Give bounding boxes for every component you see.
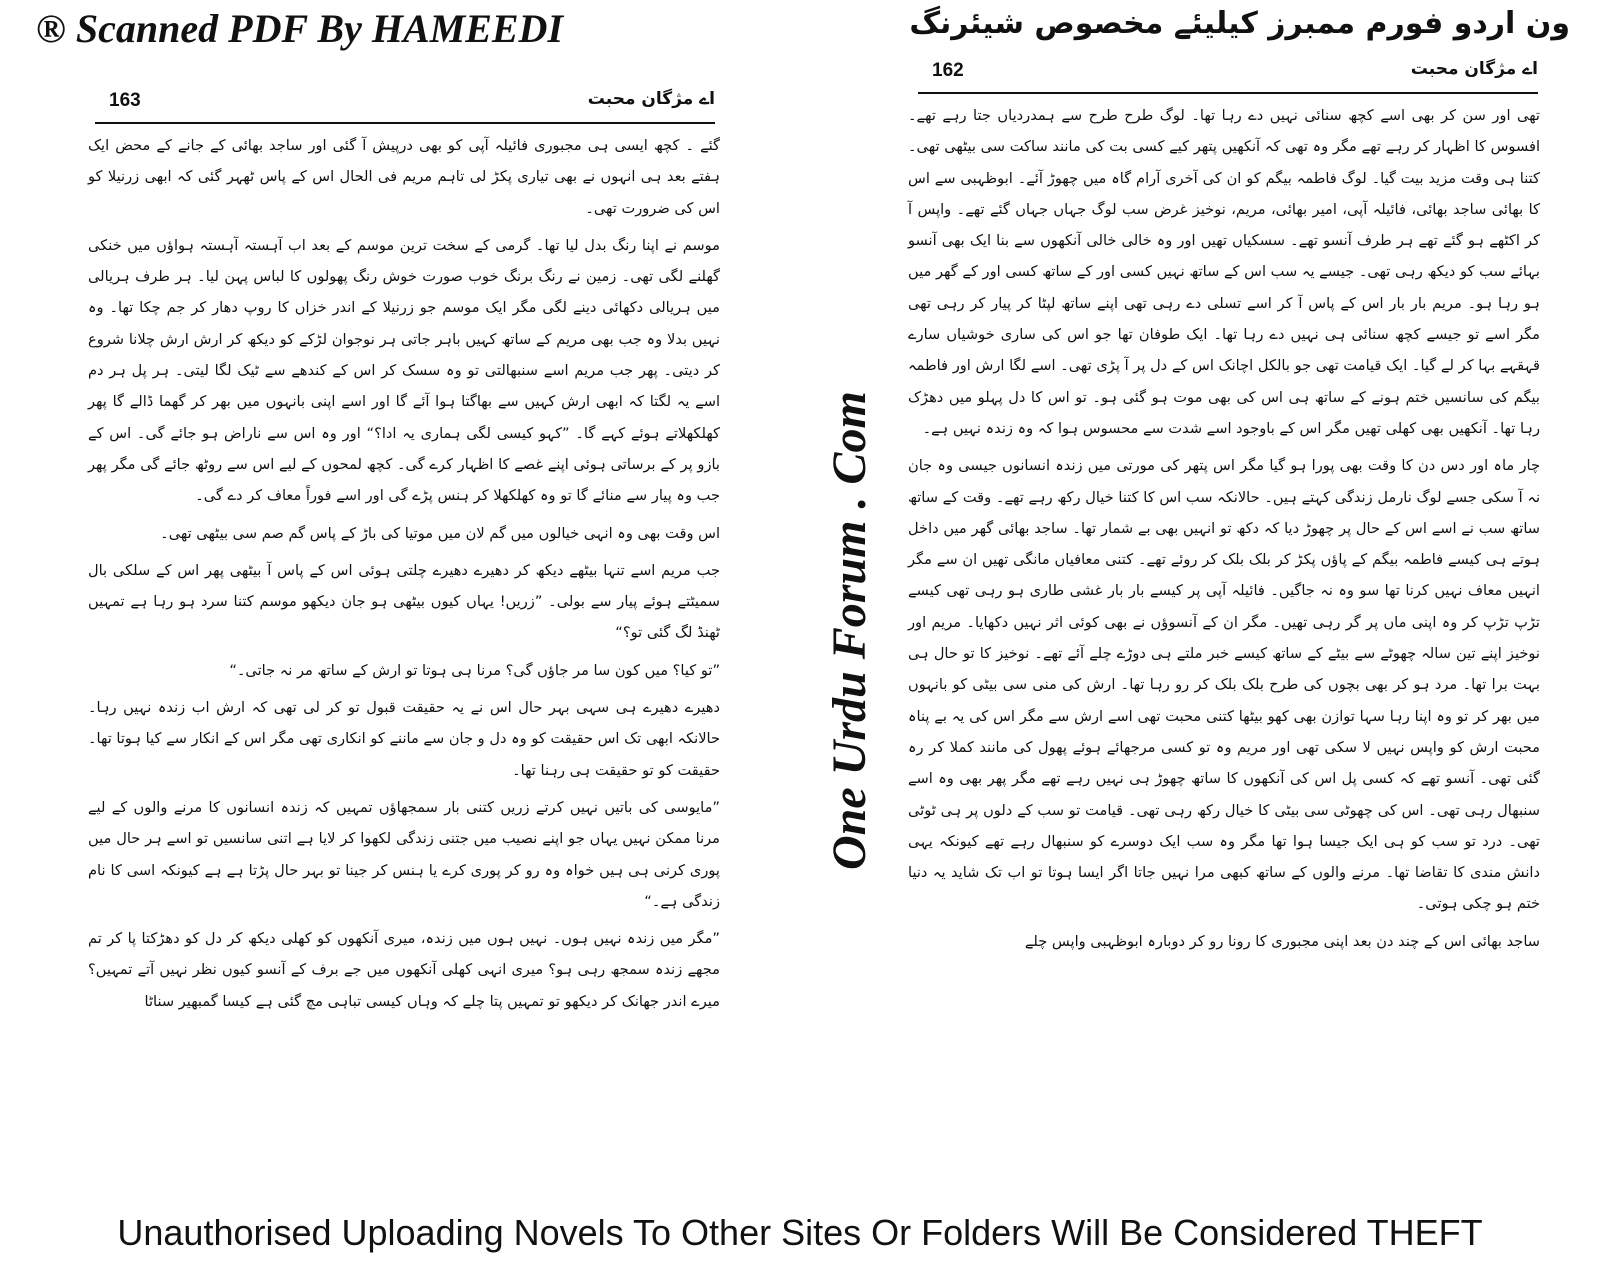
paragraph: ”مایوسی کی باتیں نہیں کرتے زریں کتنی بار سمجھاؤں تمہیں کہ زندہ انسانوں کا مرنے والوں کے لیے مرنا ممکن نہیں یہاں جو اپنے نصیب میں جتنی زندگی لکھوا کر لایا ہے اتنی سانسیں تو اسے ہر حال میں پوری کرنی ہی ہیں خواہ وہ رو کر پوری کرے یا ہنس کر جینا تو بہر حال پڑتا ہے ہے کیونکہ اسی کا نام زندگی ہے۔“ [88, 798, 720, 910]
scanned-by-banner: ® Scanned PDF By HAMEEDI [36, 6, 564, 51]
page-163-text [88, 130, 720, 1190]
paragraph: چار ماہ اور دس دن کا وقت بھی پورا ہو گیا مگر اس پتھر کی مورتی میں زندہ انسانوں جیسی وہ جان نہ آ سکی جسے لوگ نارمل زندگی کہتے ہیں۔ حالانکہ سب اس کا کتنا خیال رکھ رہے تھے۔ وقت کے ساتھ ساتھ سب نے اسے اس کے حال پر چھوڑ دیا کہ دکھ تو انہیں بھی بے شمار تھا۔ ساجد بھائی گھر میں داخل ہوتے ہی کیسے فاطمہ بیگم کے پاؤں پکڑ کر بلک بلک کر روئے تھے۔ کتنی معافیاں مانگی تھیں ان سے مگر انہیں معاف نہیں کرنا تھا سو وہ نہ جاگیں۔ فائیلہ آپی پر کیسے بار بار غشی طاری ہو رہی تھی کیسے تڑپ تڑپ کر وہ اپنی ماں پر گر رہی تھیں۔ مگر ان کے آنسوؤں نے بھی کوئی اثر نہیں دکھایا۔ مریم اور نوخیز اپنے تین سالہ چھوٹے سے بیٹے کے ساتھ کیسے خبر ملتے ہی دوڑے چلے آئے تھے۔ نوخیز کا تو حال ہی بہت برا تھا۔ مرد ہو کر بھی بچوں کی طرح بلک بلک کر رو رہا تھا۔ ارش کی منی سی بیٹی کو بانہوں میں بھر کر تو وہ اپنا رہا سہا توازن بھی کھو بیٹھا کتنی محبت تھی اسے ارش سے مگر اس کی یہ بے پناہ محبت ارش کو واپس نہیں لا سکی تھی اور مریم وہ تو کسی مرجھائے ہوئے پھول کی مانند کملا کر رہ گئی تھی۔ آنسو تھے کہ کسی پل اس کی آنکھوں کا ساتھ چھوڑ ہی نہیں رہے تھے مگر پھر بھی وہ اسے سنبھال رہی تھی۔ اس کی چھوٹی سی بیٹی کا خیال رکھ رہی تھی۔ قیامت تو سب کے دلوں پر ہی ٹوٹی تھی۔ درد تو سب کو ہی ایک جیسا ہوا تھا مگر وہ سب ایک دوسرے کو سنبھال رہے تھے کیونکہ یہی دانش مندی کا تقاضا تھا۔ مرنے والوں کے ساتھ کبھی مرا نہیں جاتا اگر ایسا ہوتا تو اب تک شاید یہ دنیا ختم ہو چکی ہوتی۔ [908, 457, 1540, 913]
page-header-162 [918, 56, 1538, 94]
paragraph: ”مگر میں زندہ نہیں ہوں۔ نہیں ہوں میں زندہ، میری آنکھوں کو کھلی دیکھ کر دل کو دھڑکتا پا کر تم مجھے زندہ سمجھ رہی ہو؟ میری انہی کھلی آنکھوں میں جے برف کے آنسو کیوں نظر نہیں آتے تمہیں؟ میرے اندر جھانک کر دیکھو تو تمہیں پتا چلے کہ وہاں کیسی تباہی مچ گئی ہے کیسا گمبھیر سناٹا [88, 930, 720, 1010]
paragraph: گئے ۔ کچھ ایسی ہی مجبوری فائیلہ آپی کو بھی درپیش آ گئی اور ساجد بھائی کے جانے کے محض ایک ہفتے بعد ہی انہوں نے بھی تیاری پکڑ لی تاہم مریم فی الحال اس کے پاس ٹھہر گئی کہ ابھی زرنیلا کو اس کی ضرورت تھی۔ [88, 137, 720, 217]
paragraph: جب مریم اسے تنہا بیٹھے دیکھ کر دھیرے دھیرے چلتی ہوئی اس کے پاس آ بیٹھی پھر اس کے سلکی بال سمیٹتے ہوئے پیار سے بولی۔ ”زریں! یہاں کیوں بیٹھی ہو جان دیکھو موسم کتنا سرد ہو رہا ہے تمہیں ٹھنڈ لگ گئی تو؟“ [88, 561, 720, 642]
page-162-text [908, 100, 1540, 1160]
page-number: 162 [932, 60, 964, 81]
paragraph: تھی اور سن کر بھی اسے کچھ سنائی نہیں دے رہا تھا۔ لوگ طرح طرح سے ہمدردیاں جتا رہے تھے۔ افسوس کا اظہار کر رہے تھے مگر وہ تھی کہ آنکھیں پتھر کیے کسی بت کی مانند ساکت سی بیٹھی تھی۔ کتنا ہی وقت مزید بیت گیا۔ لوگ فاطمہ بیگم کو ان کی آخری آرام گاہ میں چھوڑ آئے۔ ابوظہبی سے اس کا بھائی ساجد بھائی، فائیلہ آپی، امیر بھائی، مریم، نوخیز غرض سب لوگ جہاں جہاں گئے تھے۔ واپس آ کر اکٹھے ہو گئے تھے ہر طرف آنسو تھے۔ سسکیاں تھیں اور وہ خالی خالی آنکھوں سے بنا ایک بھی آنسو بہائے سب کو دیکھ رہی تھی۔ جیسے یہ سب اس کے ساتھ نہیں کسی اور کے ساتھ کسی اور کے گھر میں ہو رہا ہو۔ مریم بار بار اس کے پاس آ کر اسے تسلی دے رہی تھی اپنے ساتھ لپٹا کر پیار کر رہی تھی مگر اسے تو جیسے کچھ سنائی ہی نہیں دے رہا تھا۔ ایک طوفان تھا جو اس کی ساری خوشیاں سارے قہقہے بہا کر لے گیا۔ ایک قیامت تھی جو بالکل اچانک اس کے دل پر آ پڑی تھی۔ اسے لگا ارش اور فاطمہ بیگم کی سانسیں ختم ہونے کے ساتھ ہی اس کی بھی موت ہو گئی ہو۔ تو اس کا دل پہلو میں دھڑک رہا تھا۔ آنکھیں بھی کھلی تھیں مگر اس کے باوجود اسے شدت سے محسوس ہوا کہ وہ زندہ نہیں ہے۔ [908, 107, 1540, 437]
paragraph: ”تو کیا؟ میں کون سا مر جاؤں گی؟ مرنا ہی ہوتا تو ارش کے ساتھ مر نہ جاتی۔“ [229, 661, 720, 679]
copyright-warning: Unauthorised Uploading Novels To Other Sites Or Folders Will Be Considered THEFT [117, 1212, 1483, 1253]
forum-watermark: One Urdu Forum . Com [823, 391, 876, 870]
page-number: 163 [109, 90, 141, 111]
running-title: اے مژگان محبت [1410, 59, 1538, 79]
forum-sharing-banner: ون اردو فورم ممبرز کیلیئے مخصوص شیئرنگ [909, 6, 1570, 41]
page-header-163 [95, 86, 715, 124]
running-title: اے مژگان محبت [587, 89, 715, 109]
paragraph: موسم نے اپنا رنگ بدل لیا تھا۔ گرمی کے سخت ترین موسم کے بعد اب آہستہ آہستہ ہواؤں میں خنکی گھلنے لگی تھی۔ زمین نے رنگ برنگ خوب صورت خوش رنگ پھولوں کا لباس پہن لیا۔ ہر طرف ہریالی میں ہریالی دکھائی دینے لگی مگر ایک موسم جو زرنیلا کے اندر خزاں کا روپ دھار کر جم چکا تھا۔ وہ نہیں بدلا وہ جب بھی مریم کے ساتھ کہیں باہر جاتی ہر نوجوان لڑکے کو دیکھ کر ارش ارش چلانا شروع کر دیتی۔ پھر جب مریم اسے سنبھالتی تو وہ سسک کر اس کے کندھے سے ٹیک لگا لیتی۔ ہر پل ہر دم اسے یہ لگتا کہ ابھی ارش کہیں سے بھاگتا ہوا آئے گا اور اسے اپنی بانہوں میں بھر کر گھما ڈالے گا پھر کھلکھلاتے ہوئے کہے گا۔ ”کہو کیسی لگی ہماری یہ ادا؟“ اور وہ اس سے ناراض ہو جائے گی۔ اس کے بازو پر کے برساتی ہوئی اپنے غصے کا اظہار کرے گی۔ کچھ لمحوں کے لیے اس سے روٹھ جائے گی مگر پھر جب وہ پیار سے منائے گا تو وہ کھلکھلا کر ہنس پڑے گی اور اسے فوراً معاف کر دے گی۔ [88, 236, 720, 505]
paragraph: اس وقت بھی وہ انہی خیالوں میں گم لان میں موتیا کی باڑ کے پاس گم صم سی بیٹھی تھی۔ [160, 524, 720, 542]
paragraph: دھیرے دھیرے ہی سہی بہر حال اس نے یہ حقیقت قبول تو کر لی تھی کہ ارش اب زندہ نہیں رہا۔ حالانکہ ابھی تک اس حقیقت کو وہ دل و جان سے ماننے کو انکاری تھی مگر اس کے انکار سے کیا ہوتا تھا۔ حقیقت کو تو حقیقت ہی رہنا تھا۔ [88, 699, 720, 779]
paragraph: ساجد بھائی اس کے چند دن بعد اپنی مجبوری کا رونا رو کر دوبارہ ابوظہبی واپس چلے [1024, 932, 1540, 950]
